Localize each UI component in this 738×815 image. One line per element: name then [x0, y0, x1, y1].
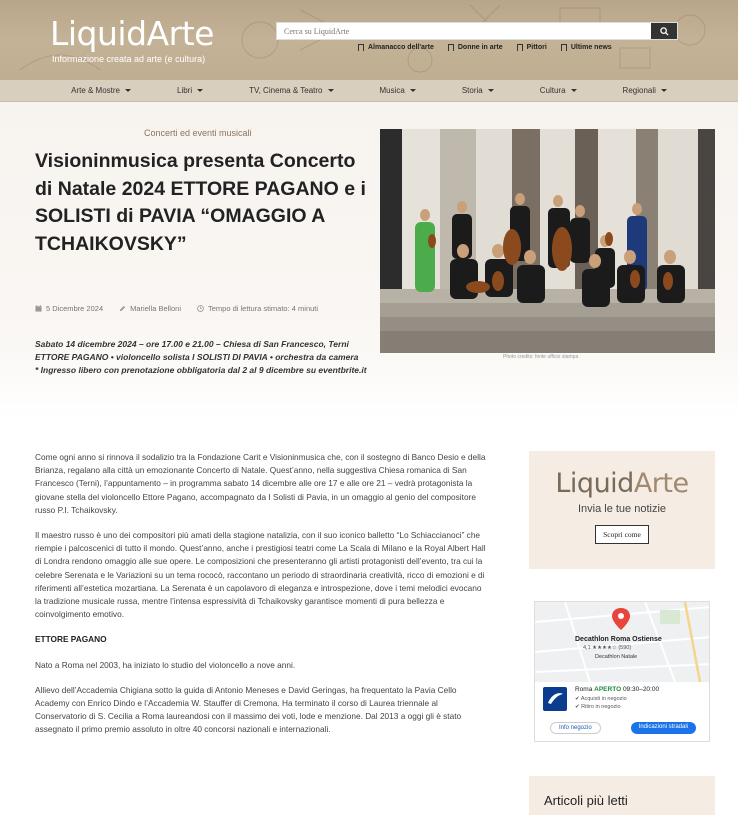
article-reading-time: Tempo di lettura stimato: 4 minuti — [197, 304, 318, 313]
promo-subtitle: Invia le tue notizie — [577, 503, 667, 515]
popular-articles-widget — [529, 776, 715, 815]
site-tagline: Informazione creata ad arte (e cultura) — [52, 54, 206, 64]
decathlon-logo — [543, 687, 567, 711]
nav-item-storia[interactable]: Storia — [439, 80, 517, 101]
pen-icon — [119, 305, 126, 312]
nav-item-arte[interactable]: Arte & Mostre — [48, 80, 154, 101]
bookmark-icon — [517, 44, 523, 51]
bookmark-icon — [561, 44, 567, 51]
map-store-rating: 4,1 ★★★★☆ (590) — [583, 645, 632, 651]
business-status: Roma APERTO 09:30–20:00 — [575, 686, 660, 693]
search-button[interactable] — [651, 23, 677, 39]
nav-item-regionali[interactable]: Regionali — [600, 80, 690, 101]
chevron-down-icon — [488, 89, 494, 92]
article-date: 5 Dicembre 2024 — [35, 304, 103, 313]
top-link-news[interactable]: Ultime news — [561, 44, 612, 51]
directions-button[interactable]: Indicazioni stradali — [631, 722, 696, 734]
nav-item-cultura[interactable]: Cultura — [517, 80, 600, 101]
map-store-name: Decathlon Roma Ostiense — [575, 636, 662, 643]
main-nav — [0, 80, 738, 102]
store-info-button[interactable]: Info negozio — [550, 722, 601, 734]
map-store-subtitle: Decathlon Natale — [595, 654, 638, 660]
top-link-pittori[interactable]: Pittori — [517, 44, 547, 51]
bookmark-icon — [358, 44, 364, 51]
bookmark-icon — [448, 44, 454, 51]
top-link-donne[interactable]: Donne in arte — [448, 44, 503, 51]
chevron-down-icon — [410, 89, 416, 92]
article-title: Visioninmusica presenta Concerto di Natale 2024 ETTORE PAGANO e i SOLISTI di PAVIA “OMAGGIO A TCHAIKOVSKY” — [35, 150, 366, 255]
article-author[interactable]: Mariella Belloni — [119, 304, 181, 313]
chevron-down-icon — [661, 89, 667, 92]
chevron-down-icon — [125, 89, 131, 92]
article-paragraph: Nato a Roma nel 2003, ha iniziato lo studio del violoncello a nove anni. — [35, 659, 296, 670]
site-logo[interactable]: LiquidArte — [50, 14, 214, 53]
top-link-almanacco[interactable]: Almanacco dell'arte — [358, 44, 434, 51]
lead-line-2: ETTORE PAGANO • violoncello solista I SOLISTI DI PAVIA • orchestra da camera — [35, 352, 359, 362]
site-header — [0, 0, 738, 80]
chevron-down-icon — [328, 89, 334, 92]
article-category[interactable]: Concerti ed eventi musicali — [144, 128, 252, 138]
promo-button[interactable]: Scopri come — [595, 525, 649, 544]
article-subheading: ETTORE PAGANO — [35, 634, 107, 645]
chevron-down-icon — [571, 89, 577, 92]
nav-item-libri[interactable]: Libri — [154, 80, 226, 101]
map-ad[interactable] — [534, 601, 710, 742]
top-links — [358, 44, 612, 51]
promo-logo: LiquidArte — [555, 468, 689, 499]
article-meta — [35, 304, 318, 313]
business-feature: ✔ Acquisti in negozio — [575, 696, 627, 702]
article-lead — [35, 338, 373, 377]
calendar-icon — [35, 305, 42, 312]
lead-line-1: Sabato 14 dicembre 2024 – ore 17.00 e 21.00 – Chiesa di San Francesco, Terni — [35, 339, 349, 349]
search-icon — [660, 27, 669, 36]
article-paragraph: Come ogni anno si rinnova il sodalizio tra la Fondazione Carit e Visioninmusica che, con il sostegno di Banco Desio e della Brianza, regalano alla città un emozionante Concerto di Natale. Quest’anno, nella suggestiva Chiesa romanica di San Francesco (Terni), l’appuntamento – in programma sabato 14 dicembre alle ore 17 e alle ore 21 – vedrà protagonista la giovane stella del violoncello Ettore Pagano, accompagnato da I Solisti di Pavia, in un omaggio al genio del compositore russo P.I. Tchaikovsky. — [35, 452, 486, 515]
clock-icon — [197, 305, 204, 312]
article-photo — [380, 129, 715, 353]
sidebar-promo — [529, 451, 715, 569]
concert-photo-illustration — [380, 129, 715, 353]
search-input[interactable] — [277, 23, 651, 39]
chevron-down-icon — [197, 89, 203, 92]
business-info — [535, 682, 710, 718]
photo-credit: Photo credits: fonte ufficio stampa — [503, 354, 579, 360]
lead-line-3: * Ingresso libero con prenotazione obbligatoria dal 2 al 9 dicembre su eventbrite.it — [35, 365, 367, 375]
search-bar — [276, 22, 678, 40]
article-paragraph: Il maestro russo è uno dei compositori più amati della stagione natalizia, con il suo iconico balletto “Lo Schiaccianoci” che riempie i palcoscenici di tutto il mondo. Quest’anno, anche i prestigiosi teatri come La Scala di Milano e la Royal Albert Hall di Londra rendono omaggio alle sue opere. Le composizioni che presenteranno gli artisti protagonisti dell’evento, tra cui la celebre Serenata e le Variazioni su un tema rococò, raccontano un periodo di straordinaria creatività, ricco di emozioni e di riferimenti all’estetica mozartiana. La Serenata è un capolavoro di eleganza e introspezione, dove i temi melodici evocano la tradizione musicale russa, mentre l’intensa espressività di Tchaikovsky garantisce momenti di pura bellezza e coinvolgimento emotivo. — [35, 530, 486, 620]
article-body — [35, 451, 490, 749]
popular-articles-title: Articoli più letti — [544, 793, 628, 808]
article-paragraph: Allievo dell’Accademia Chigiana sotto la guida di Antonio Meneses e David Geringas, ha frequentato la Pavia Cello Academy con Enrico Dindo e l’Accademia W. Stauffer di Cremona. Ha terminato il corso di Laurea triennale al Conservatorio di S. Cecilia a Roma laureandosi con il massimo dei voti, lode e menzione. Dal 2013 a oggi gli è stato assegnato il primo premio assoluto in oltre 40 concorsi nazionali e internazionali. — [35, 684, 462, 735]
nav-item-musica[interactable]: Musica — [357, 80, 439, 101]
map-buttons — [535, 722, 710, 734]
business-feature: ✔ Ritiro in negozio — [575, 704, 621, 710]
nav-item-tv[interactable]: TV, Cinema & Teatro — [226, 80, 356, 101]
